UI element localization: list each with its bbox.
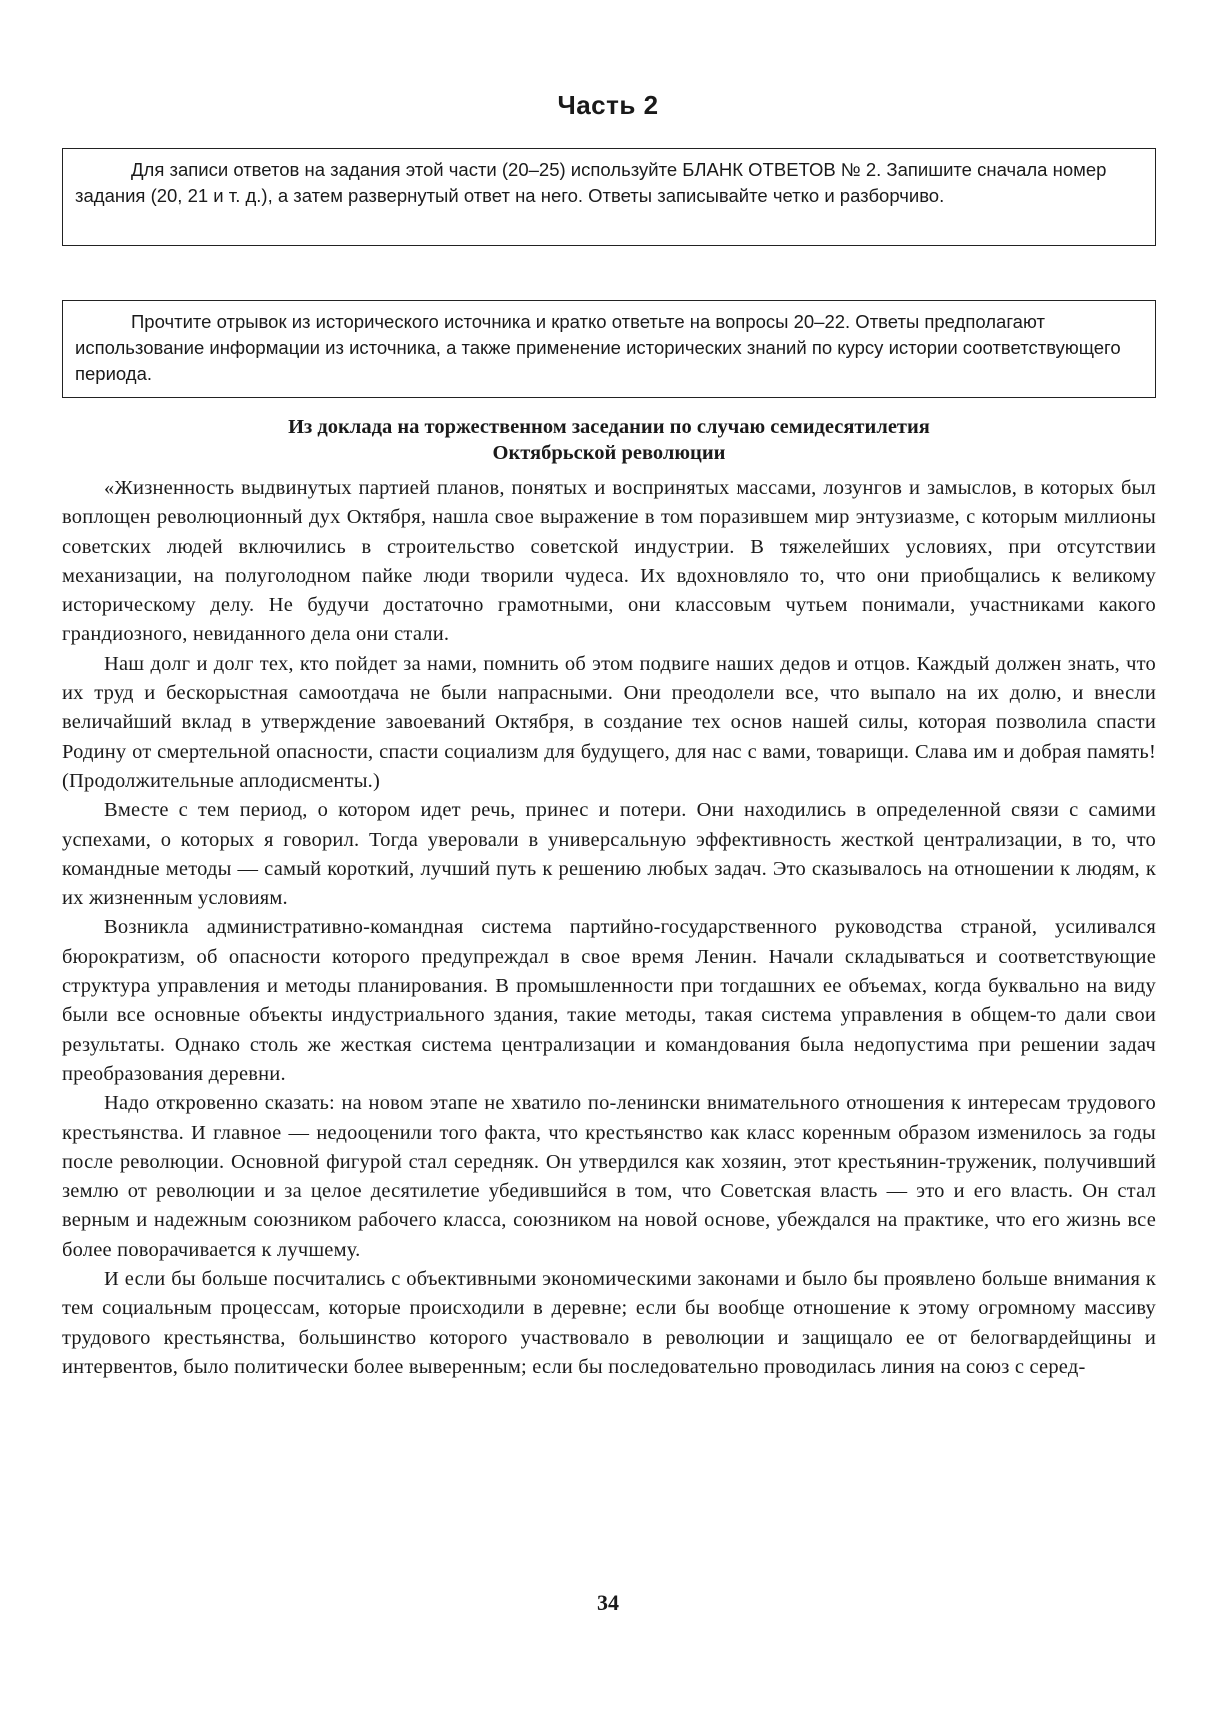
task-text: Прочтите отрывок из исторического источника и кратко ответьте на вопросы 20–22. Ответы предполагают использование информации из источника, а также применение исторических знаний по курсу истории соответствующего периода.	[75, 311, 1121, 384]
instructions-box	[62, 148, 1156, 246]
source-paragraph: Вместе с тем период, о котором идет речь, принес и потери. Они находились в определенной связи с самими успехами, о которых я говорил. Тогда уверовали в универсальную эффективность жесткой централизации, в то, что командные методы — самый короткий, лучший путь к решению любых задач. Это сказывалось на отношении к людям, к их жизненным условиям.	[62, 799, 1156, 910]
source-title-line-1: Из доклада на торжественном заседании по случаю семидесятилетия	[288, 416, 930, 438]
task-box	[62, 300, 1156, 398]
instructions-text: Для записи ответов на задания этой части (20–25) используйте БЛАНК ОТВЕТОВ № 2. Запишите сначала номер задания (20, 21 и т. д.), а затем развернутый ответ на него. Ответы записывайте четко и разборчиво.	[75, 159, 1107, 206]
part-title: Часть 2	[557, 90, 659, 120]
source-paragraph: Надо откровенно сказать: на новом этапе не хватило по-ленински внимательного отношения к интересам трудового крестьянства. И главное — недооценили того факта, что крестьянство как класс коренным образом изменилось за годы после революции. Основной фигурой стал середняк. Он утвердился как хозяин, этот крестьянин-труженик, получивший землю от революции и за целое десятилетие убедившийся в том, что Советская власть — это и его власть. Он стал верным и надежным союзником рабочего класса, союзником на новой основе, убеждался на практике, что его жизнь все более поворачивается к лучшему.	[62, 1092, 1156, 1261]
source-paragraph: Возникла административно-командная система партийно-государственного руководства страной, усиливался бюрократизм, об опасности которого предупреждал в свое время Ленин. Начали складываться и соответствующие структура управления и методы планирования. В промышленности при тогдашних ее объемах, когда буквально на виду были все основные объекты индустриального здания, такие методы, такая система управления в общем-то дали свои результаты. Однако столь же жесткая система централизации и командования была недопустима при решении задач преобразования деревни.	[62, 916, 1156, 1085]
source-paragraph: «Жизненность выдвинутых партией планов, понятых и воспринятых массами, лозунгов и замыслов, в которых был воплощен революционный дух Октября, нашла свое выражение в том поразившем мир энтузиазме, с которым миллионы советских людей включились в строительство советской индустрии. В тяжелейших условиях, при отсутствии механизации, на полуголодном пайке люди творили чудеса. Их вдохновляло то, что они приобщались к великому историческому делу. Не будучи достаточно грамотными, они классовым чутьем понимали, участниками какого грандиозного, невиданного дела они стали.	[62, 477, 1156, 646]
source-paragraph: Наш долг и долг тех, кто пойдет за нами, помнить об этом подвиге наших дедов и отцов. Каждый должен знать, что их труд и бескорыстная самоотдача не были напрасными. Они преодолели все, что выпало на их долю, и внесли величайший вклад в утверждение завоеваний Октября, в создание тех основ нашей силы, которая позволила спасти Родину от смертельной опасности, спасти социализм для будущего, для нас с вами, товарищи. Слава им и добрая память! (Продолжительные аплодисменты.)	[62, 652, 1156, 792]
source-title-line-2: Октябрьской революции	[492, 442, 726, 464]
source-paragraph: И если бы больше посчитались с объективными экономическими законами и было бы проявлено больше внимания к тем социальным процессам, которые происходили в деревне; если бы вообще отношение к этому огромному массиву трудового крестьянства, большинство которого участвовало в революции и защищало ее от белогвардейщины и интервентов, было политически более выверенным; если бы последовательно проводилась линия на союз с серед-	[62, 1268, 1156, 1378]
source-title	[62, 414, 1156, 466]
source-text	[62, 474, 1156, 1382]
page-number: 34	[597, 1590, 619, 1615]
